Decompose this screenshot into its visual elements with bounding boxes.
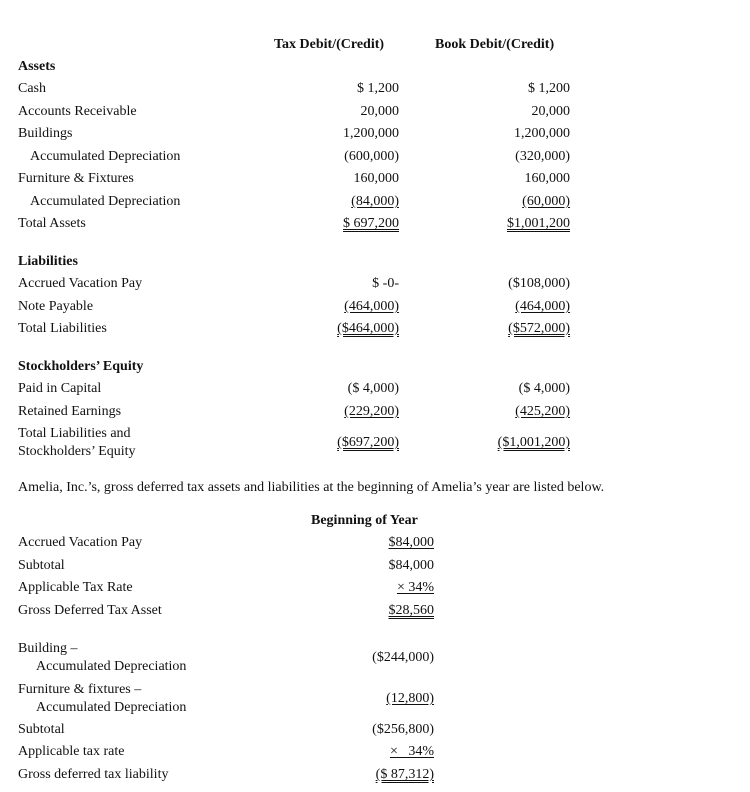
- row-label: Furniture & Fixtures: [18, 171, 134, 186]
- row-label: Accrued Vacation Pay: [18, 276, 143, 291]
- row-label: Subtotal: [18, 722, 65, 737]
- beginning-of-year-header: Beginning of Year: [311, 513, 418, 528]
- tax-column-header: Tax Debit/(Credit): [274, 37, 385, 52]
- book-column-header: Book Debit/(Credit): [435, 37, 555, 52]
- book-value: ($ 4,000): [518, 381, 570, 396]
- tax-value: (84,000): [351, 194, 399, 209]
- row-label: Building –: [18, 641, 78, 656]
- row-label: Accrued Vacation Pay: [18, 535, 143, 550]
- row-label: Note Payable: [18, 299, 94, 314]
- tax-value: $ 1,200: [357, 81, 399, 96]
- row-label: Paid in Capital: [18, 381, 102, 396]
- tax-total: ($464,000): [337, 321, 399, 336]
- row-label: Accumulated Depreciation: [30, 149, 181, 164]
- book-value: ($108,000): [508, 276, 570, 291]
- row-label: Accumulated Depreciation: [36, 659, 187, 674]
- tax-value: ($ 4,000): [347, 381, 399, 396]
- tax-total: ($697,200): [337, 435, 399, 450]
- book-value: (425,200): [515, 404, 570, 419]
- book-value: $ 1,200: [528, 81, 570, 96]
- row-label: Buildings: [18, 126, 73, 141]
- row-label: Total Assets: [18, 216, 86, 231]
- row-label: Accounts Receivable: [18, 104, 137, 119]
- equity-heading: Stockholders’ Equity: [18, 359, 144, 374]
- book-value: (464,000): [515, 299, 570, 314]
- deferred-value: (12,800): [386, 691, 434, 706]
- book-value: 1,200,000: [514, 126, 570, 141]
- row-label: Retained Earnings: [18, 404, 122, 419]
- liabilities-heading: Liabilities: [18, 254, 78, 269]
- book-value: 160,000: [524, 171, 570, 186]
- deferred-total: $28,560: [388, 603, 434, 618]
- book-total: $1,001,200: [507, 216, 570, 231]
- row-label: Furniture & fixtures –: [18, 682, 142, 697]
- deferred-value: × 34%: [396, 580, 434, 595]
- row-label: Accumulated Depreciation: [30, 194, 181, 209]
- book-total: ($572,000): [508, 321, 570, 336]
- tax-value: (464,000): [344, 299, 399, 314]
- book-value: (320,000): [515, 149, 570, 164]
- deferred-value: × 34%: [389, 744, 434, 759]
- row-label: Total Liabilities: [18, 321, 107, 336]
- book-total: ($1,001,200): [497, 435, 570, 450]
- intro-paragraph: Amelia, Inc.’s, gross deferred tax assets and liabilities at the beginning of Amelia’s year are listed below.: [18, 480, 605, 495]
- tax-value: 1,200,000: [343, 126, 399, 141]
- deferred-value: $84,000: [388, 535, 434, 550]
- deferred-value: ($244,000): [372, 650, 434, 665]
- row-label: Applicable tax rate: [18, 744, 125, 759]
- row-label: Gross deferred tax liability: [18, 767, 169, 782]
- tax-value: (229,200): [344, 404, 399, 419]
- tax-value: 20,000: [360, 104, 399, 119]
- row-label: Cash: [18, 81, 46, 96]
- row-label: Accumulated Depreciation: [36, 700, 187, 715]
- tax-total: $ 697,200: [343, 216, 399, 231]
- row-label: Total Liabilities and: [18, 426, 131, 441]
- tax-value: 160,000: [353, 171, 399, 186]
- deferred-value: $84,000: [388, 558, 434, 573]
- tax-value: (600,000): [344, 149, 399, 164]
- row-label: Subtotal: [18, 558, 65, 573]
- assets-heading: Assets: [18, 59, 56, 74]
- row-label: Gross Deferred Tax Asset: [18, 603, 162, 618]
- book-value: (60,000): [522, 194, 570, 209]
- row-label: Stockholders’ Equity: [18, 444, 136, 459]
- deferred-value: ($256,800): [372, 722, 434, 737]
- row-label: Applicable Tax Rate: [18, 580, 133, 595]
- tax-value: $ -0-: [372, 276, 399, 291]
- book-value: 20,000: [531, 104, 570, 119]
- deferred-total: ($ 87,312): [375, 767, 434, 782]
